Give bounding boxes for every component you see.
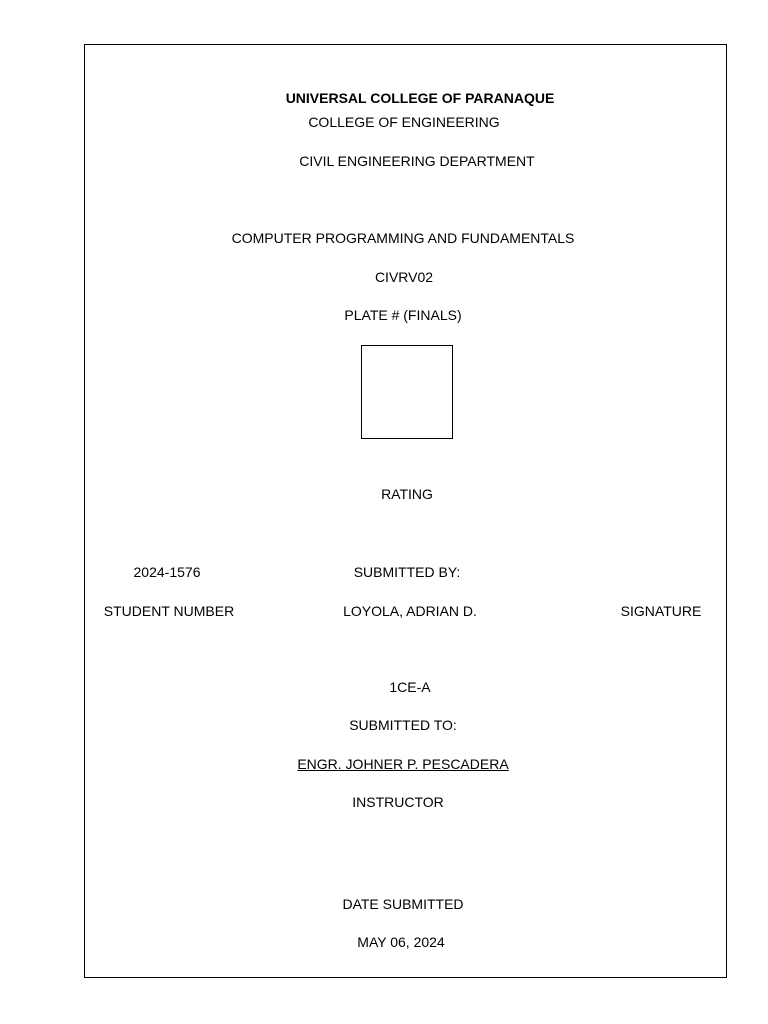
date-submitted-label: DATE SUBMITTED <box>342 896 464 912</box>
submitted-by-label: SUBMITTED BY: <box>353 564 461 580</box>
department-name: CIVIL ENGINEERING DEPARTMENT <box>299 153 535 169</box>
course-title: COMPUTER PROGRAMMING AND FUNDAMENTALS <box>231 230 575 246</box>
college-name: COLLEGE OF ENGINEERING <box>308 114 500 130</box>
student-name: LOYOLA, ADRIAN D. <box>343 603 477 619</box>
course-code: CIVRV02 <box>374 269 434 285</box>
school-name: UNIVERSAL COLLEGE OF PARANAQUE <box>285 90 555 106</box>
instructor-name: ENGR. JOHNER P. PESCADERA <box>297 756 509 772</box>
page-frame <box>84 44 727 978</box>
student-number-label: STUDENT NUMBER <box>103 603 235 619</box>
rating-box <box>361 345 453 439</box>
plate-number: PLATE # (FINALS) <box>344 307 462 323</box>
submitted-to-label: SUBMITTED TO: <box>349 717 457 733</box>
signature-label: SIGNATURE <box>620 603 702 619</box>
date-submitted-value: MAY 06, 2024 <box>357 934 445 950</box>
student-section: 1CE-A <box>389 679 431 695</box>
rating-label: RATING <box>381 486 433 502</box>
student-number-value: 2024-1576 <box>133 564 201 580</box>
instructor-role: INSTRUCTOR <box>352 794 444 810</box>
